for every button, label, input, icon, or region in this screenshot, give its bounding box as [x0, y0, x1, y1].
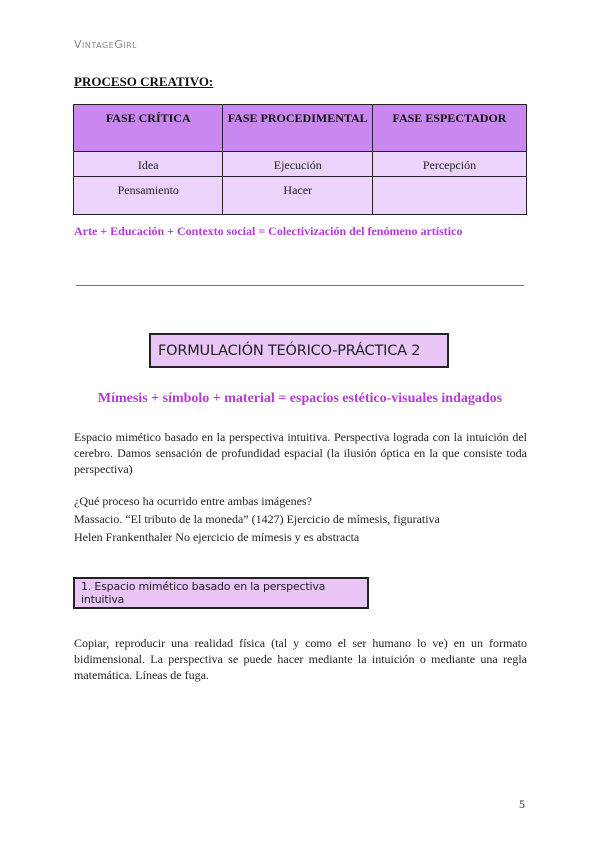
table-row — [74, 152, 527, 177]
paragraph-copiar: Copiar, reproducir una realidad física (tal y como el ser humano lo ve) en un formato bidimensional. La perspectiva se puede hacer mediante la intuición o mediante una regla matemática. Líneas de fuga. — [74, 636, 527, 682]
table-header-cell: FASE ESPECTADOR — [372, 105, 526, 152]
divider — [76, 285, 524, 286]
page-number: 5 — [519, 797, 525, 811]
table-cell: Idea — [74, 152, 223, 177]
frankenthaler-line: Helen Frankenthaler No ejercicio de mímesis y es abstracta — [74, 530, 360, 544]
table-cell: Pensamiento — [74, 177, 223, 215]
table-header-row — [74, 105, 527, 152]
paragraph-espacio-mimetico: Espacio mimético basado en la perspectiva intuitiva. Perspectiva lograda con la intuición del cerebro. Damos sensación de profundidad espacial (la ilusión óptica en la que consiste toda perspectiva) — [74, 430, 527, 476]
section-title-proceso: PROCESO CREATIVO: — [74, 74, 214, 89]
notes-block — [74, 492, 440, 546]
table-cell: Percepción — [372, 152, 526, 177]
table-cell: Ejecución — [223, 152, 372, 177]
formulacion-title-box — [149, 333, 449, 368]
question-line: ¿Qué proceso ha ocurrido entre ambas imágenes? — [74, 494, 312, 508]
creative-process-table — [73, 104, 527, 215]
brand-logo: VintageGirl — [74, 38, 138, 51]
formula-arte-educacion: Arte + Educación + Contexto social = Colectivización del fenómeno artístico — [74, 224, 463, 238]
table-header-cell: FASE CRÍTICA — [74, 105, 223, 152]
table-cell: Hacer — [223, 177, 372, 215]
table-row — [74, 177, 527, 215]
formula-mimesis: Mímesis + símbolo + material = espacios estético-visuales indagados — [97, 391, 503, 406]
formulacion-title: FORMULACIÓN TEÓRICO-PRÁCTICA 2 — [158, 342, 421, 359]
massacio-line: Massacio. “El tributo de la moneda” (1427) Ejercicio de mímesis, figurativa — [74, 512, 440, 526]
table-cell — [372, 177, 526, 215]
table-header-cell: FASE PROCEDIMENTAL — [223, 105, 372, 152]
subsection-title-box — [73, 577, 369, 609]
subsection-title: 1. Espacio mimético basado en la perspectiva intuitiva — [81, 580, 326, 606]
